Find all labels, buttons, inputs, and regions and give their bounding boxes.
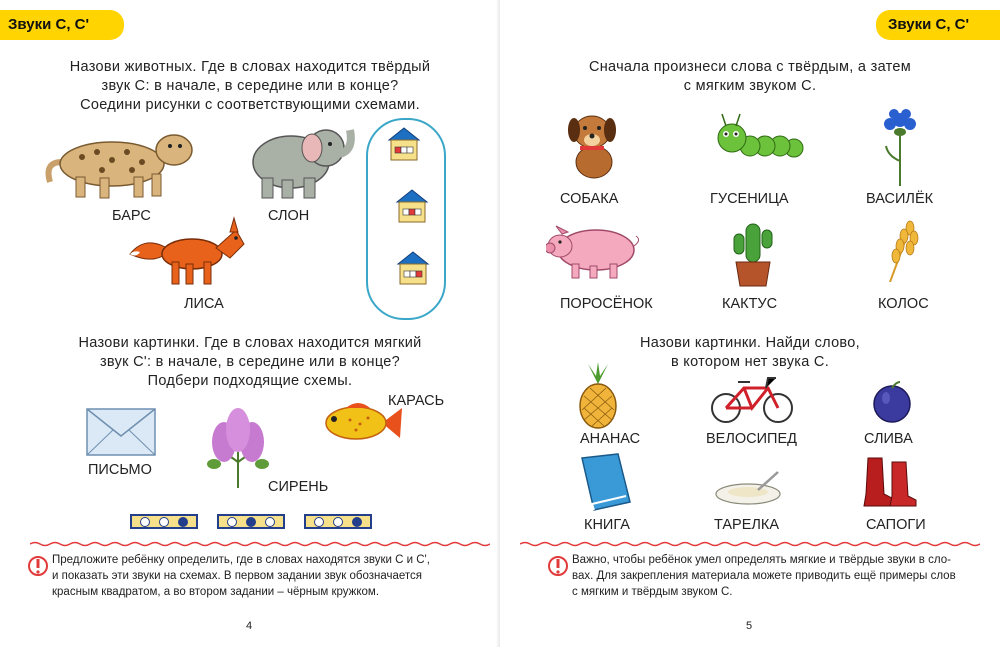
left-task2-instruction	[40, 334, 460, 391]
house-scheme-start[interactable]	[387, 126, 421, 162]
wheat-ear-illustration	[882, 218, 922, 282]
fox-illustration	[126, 214, 250, 288]
dog-illustration	[560, 108, 626, 184]
label-porosenok: ПОРОСЁНОК	[560, 296, 653, 312]
label-sobaka: СОБАКА	[560, 191, 619, 207]
right-parent-note	[572, 552, 982, 600]
label-slon: СЛОН	[268, 208, 310, 224]
label-gusenitsa: ГУСЕНИЦА	[710, 191, 789, 207]
pineapple-illustration	[570, 362, 626, 430]
house-scheme-end[interactable]	[396, 250, 430, 286]
envelope-illustration	[86, 408, 156, 456]
leopard-illustration	[42, 122, 202, 202]
elephant-illustration	[246, 120, 356, 202]
right-page-number: 5	[746, 620, 753, 632]
label-lisa: ЛИСА	[184, 296, 224, 312]
scheme-dot	[333, 517, 343, 527]
bicycle-illustration	[710, 374, 794, 426]
left-note-line1: Предложите ребёнку определить, где в словах находятся звуки С и С',	[52, 554, 430, 566]
circle-scheme-middle[interactable]	[217, 514, 285, 529]
label-sliva: СЛИВА	[864, 431, 913, 447]
book-illustration	[578, 452, 634, 514]
label-vasilek: ВАСИЛЁК	[866, 191, 934, 207]
label-siren: СИРЕНЬ	[268, 479, 329, 495]
left-task2-line3: Подбери подходящие схемы.	[147, 373, 353, 389]
piglet-illustration	[546, 222, 642, 280]
scheme-dot-filled	[178, 517, 188, 527]
parent-note-icon	[548, 552, 568, 580]
scheme-dot-filled	[352, 517, 362, 527]
scheme-dot	[140, 517, 150, 527]
left-task1-instruction	[40, 58, 460, 115]
right-task2-instruction	[580, 334, 920, 372]
label-karas: КАРАСЬ	[388, 393, 445, 409]
circle-scheme-end[interactable]	[304, 514, 372, 529]
left-task2-line1: Назови картинки. Где в словах находится мягкий	[78, 335, 422, 351]
right-task2-line1: Назови картинки. Найди слово,	[640, 335, 860, 351]
right-page	[500, 0, 1000, 647]
right-task2-line2: в котором нет звука С.	[670, 354, 830, 370]
caterpillar-illustration	[712, 112, 804, 168]
left-task1-line3: Соедини рисунки с соответствующими схемами.	[80, 97, 420, 113]
left-task1-line2: звук С: в начале, в середине или в конце?	[101, 78, 399, 94]
circle-scheme-start[interactable]	[130, 514, 198, 529]
right-note-line1: Важно, чтобы ребёнок умел определять мягкие и твёрдые звуки в сло-	[572, 554, 951, 566]
right-task1-line1: Сначала произнеси слова с твёрдым, а затем	[588, 59, 912, 75]
right-section-tab: Звуки С, С'	[876, 10, 1000, 40]
plate-illustration	[714, 470, 784, 506]
scheme-dot	[227, 517, 237, 527]
right-task1-instruction	[540, 58, 960, 96]
lilac-illustration	[206, 402, 270, 488]
right-wavy-divider	[520, 541, 980, 547]
label-pismo: ПИСЬМО	[88, 462, 152, 478]
cactus-illustration	[732, 218, 774, 288]
label-ananas: АНАНАС	[580, 431, 641, 447]
cornflower-illustration	[880, 106, 920, 186]
label-kaktus: КАКТУС	[722, 296, 778, 312]
scheme-dot-filled	[246, 517, 256, 527]
label-kolos: КОЛОС	[878, 296, 929, 312]
parent-note-icon	[28, 552, 48, 580]
right-task1-line2: с мягким звуком С.	[683, 78, 817, 94]
left-note-line2: и показать эти звуки на схемах. В первом задании звук обозначается	[52, 570, 423, 582]
left-parent-note	[52, 552, 472, 600]
plum-illustration	[870, 380, 914, 424]
house-scheme-middle[interactable]	[395, 188, 429, 224]
scheme-dot	[314, 517, 324, 527]
right-note-line3: с мягким и твёрдым звуком С.	[572, 586, 733, 598]
label-velosiped: ВЕЛОСИПЕД	[706, 431, 797, 447]
scheme-dot	[265, 517, 275, 527]
left-note-line3: красным квадратом, а во втором задании – чёрным кружком.	[52, 586, 380, 598]
right-note-line2: вах. Для закрепления материала можете приводить ещё примеры слов	[572, 570, 956, 582]
scheme-dot	[159, 517, 169, 527]
boots-illustration	[862, 456, 918, 508]
left-page-number: 4	[246, 620, 253, 632]
label-sapogi: САПОГИ	[866, 517, 926, 533]
left-wavy-divider	[30, 541, 490, 547]
label-bars: БАРС	[112, 208, 151, 224]
label-kniga: КНИГА	[584, 517, 630, 533]
left-task2-line2: звук С': в начале, в середине или в конце?	[99, 354, 401, 370]
left-section-tab: Звуки С, С'	[0, 10, 124, 40]
label-tarelka: ТАРЕЛКА	[714, 517, 780, 533]
left-task1-line1: Назови животных. Где в словах находится твёрдый	[69, 59, 431, 75]
